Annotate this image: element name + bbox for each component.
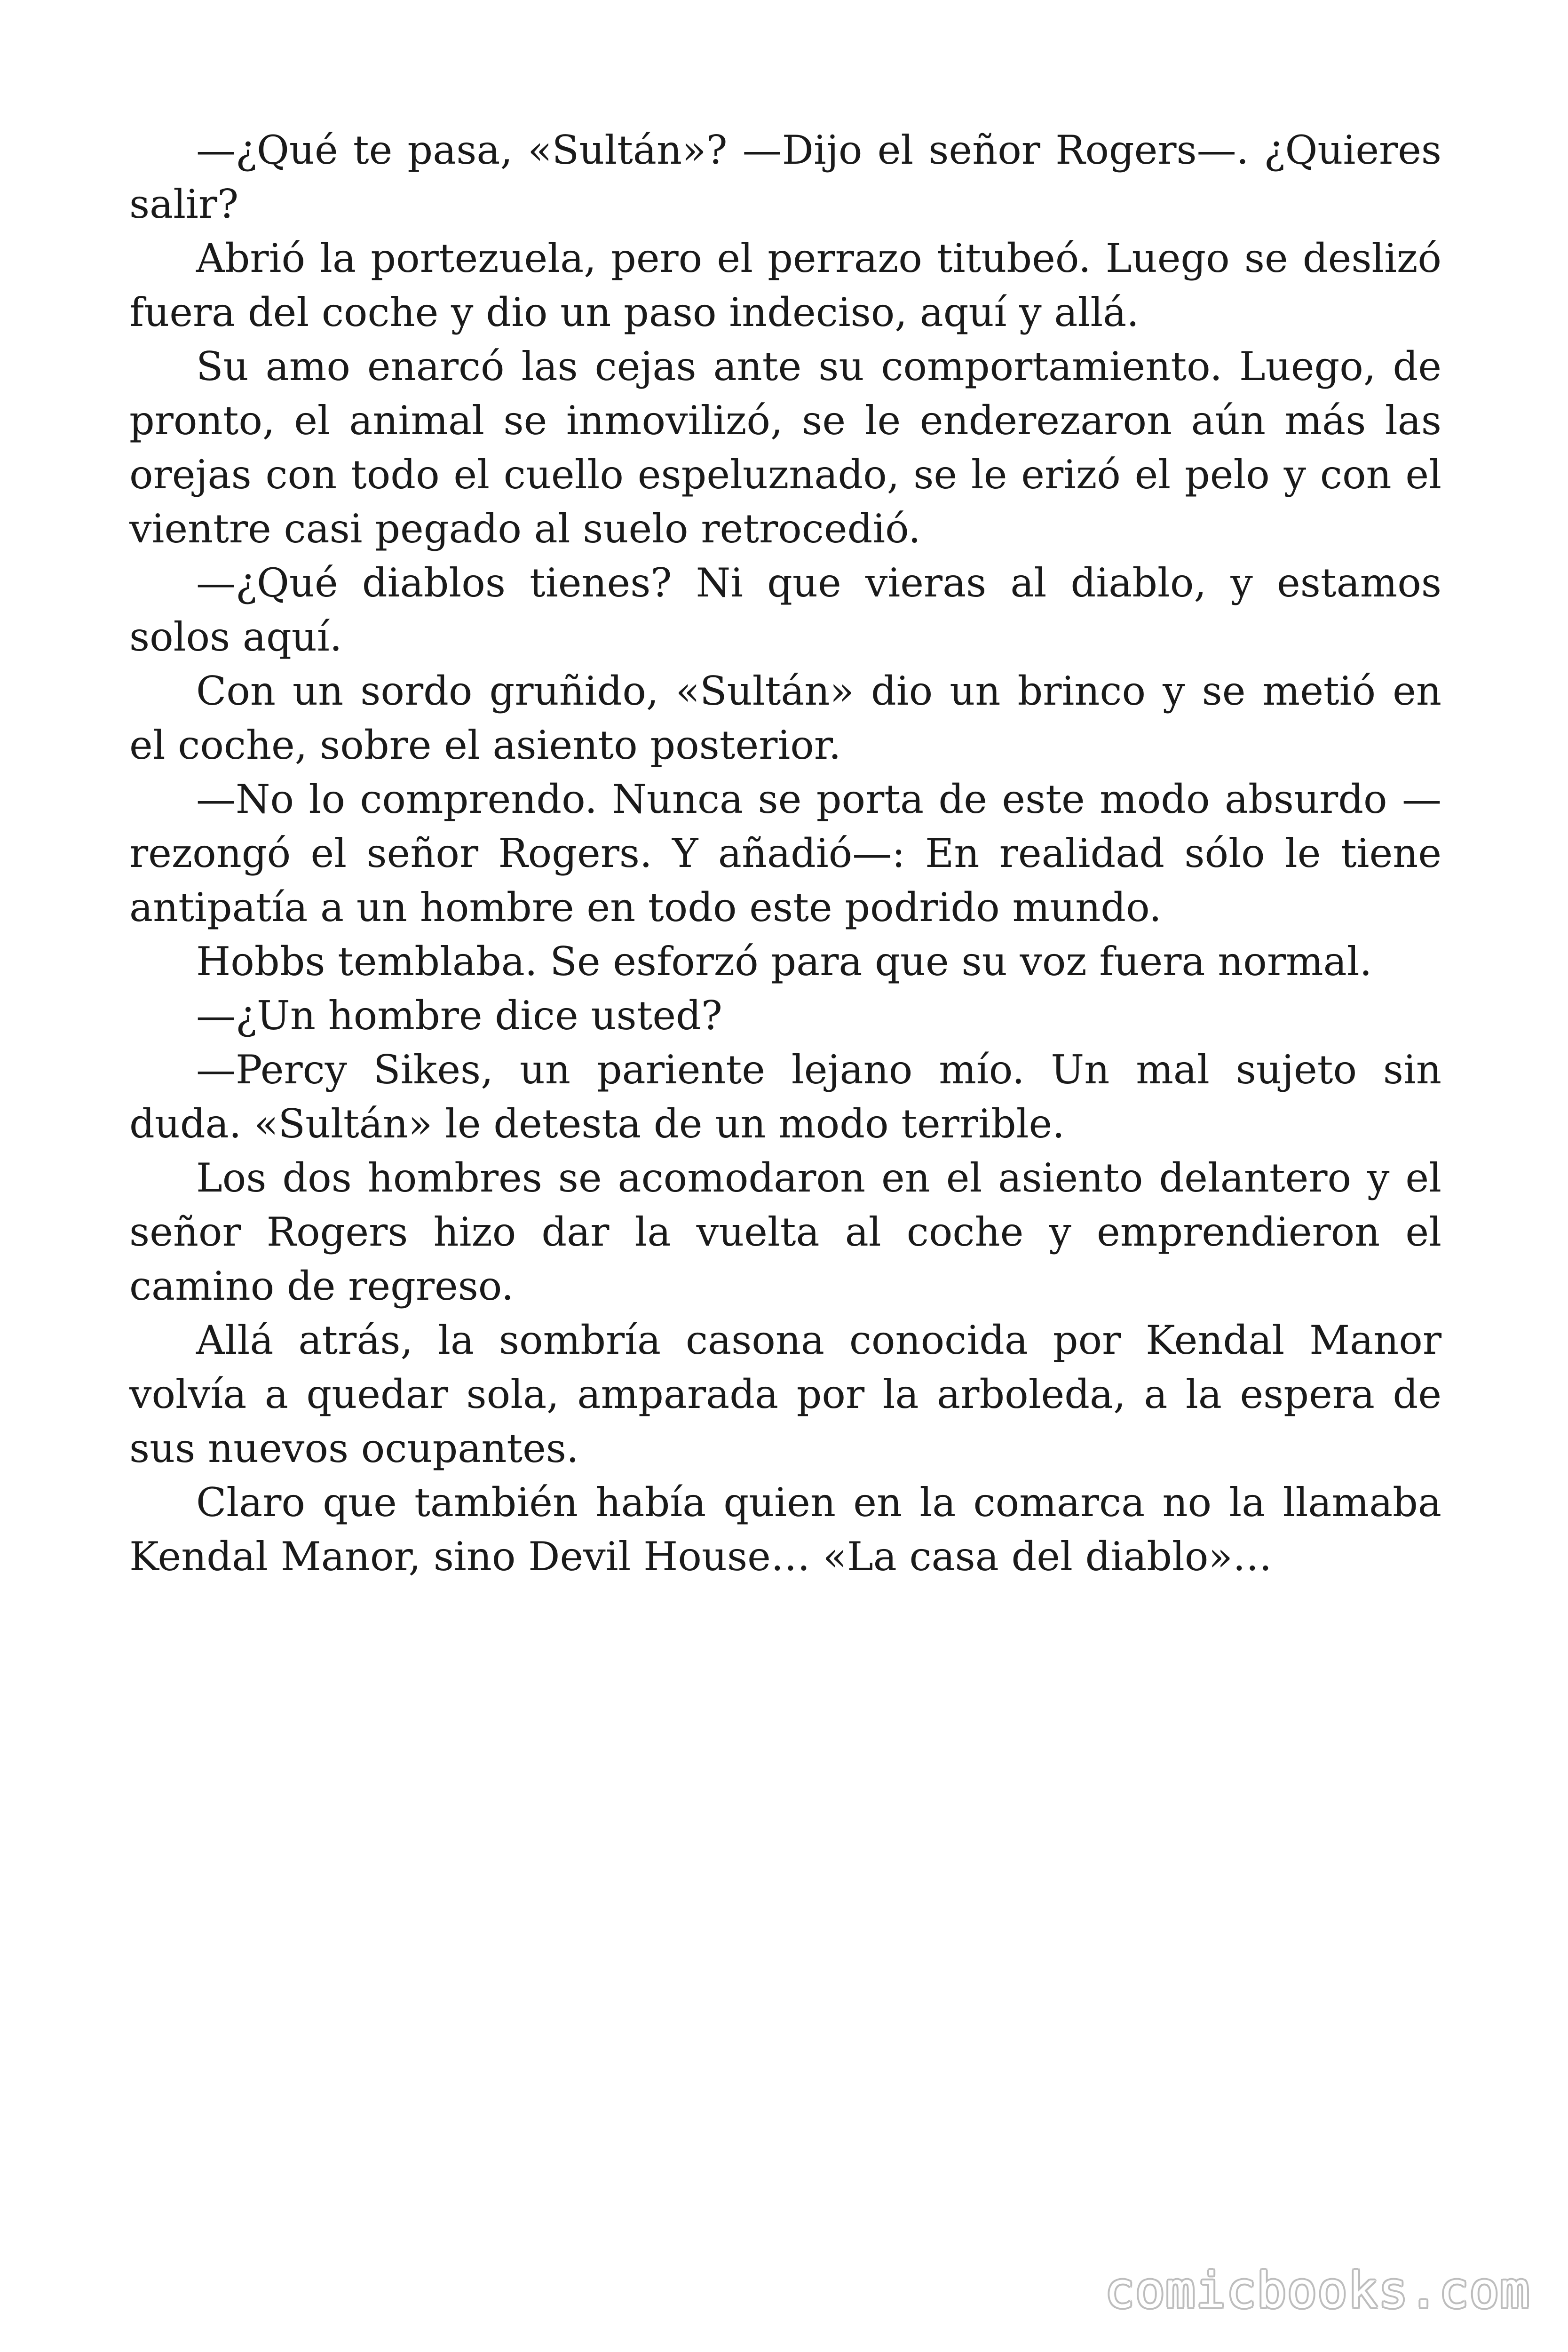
body-text xyxy=(129,123,1441,1584)
watermark-logo: comicbooks.com xyxy=(1105,2262,1530,2319)
paragraph: Su amo enarcó las cejas ante su comportamiento. Luego, de pronto, el animal se inmovilizó, se le enderezaron aún más las orejas con todo el cuello espeluznado, se le erizó el pelo y con el vientre casi pegado al suelo retrocedió. xyxy=(129,343,1441,552)
paragraph: —¿Qué te pasa, «Sultán»? —Dijo el señor Rogers—. ¿Quieres salir? xyxy=(129,127,1441,227)
paragraph: —¿Qué diablos tienes? Ni que vieras al diablo, y estamos solos aquí. xyxy=(129,560,1441,660)
paragraph: —¿Un hombre dice usted? xyxy=(196,993,722,1039)
paragraph: Claro que también había quien en la comarca no la llamaba Kendal Manor, sino Devil House… «La casa del diablo»… xyxy=(129,1479,1441,1580)
paragraph: —No lo comprendo. Nunca se porta de este modo absurdo —rezongó el señor Rogers. Y añadió—: En realidad sólo le tiene antipatía a un hombre en todo este podrido mundo. xyxy=(129,776,1441,930)
paragraph: Allá atrás, la sombría casona conocida por Kendal Manor volvía a quedar sola, amparada por la arboleda, a la espera de sus nuevos ocupantes. xyxy=(129,1317,1441,1471)
paragraph: Abrió la portezuela, pero el perrazo titubeó. Luego se deslizó fuera del coche y dio un paso indeciso, aquí y allá. xyxy=(129,235,1441,335)
paragraph: —Percy Sikes, un pariente lejano mío. Un mal sujeto sin duda. «Sultán» le detesta de un modo terrible. xyxy=(129,1047,1441,1147)
paragraph: Los dos hombres se acomodaron en el asiento delantero y el señor Rogers hizo dar la vuelta al coche y emprendieron el camino de regreso. xyxy=(129,1155,1441,1309)
paragraph: Con un sordo gruñido, «Sultán» dio un brinco y se metió en el coche, sobre el asiento posterior. xyxy=(129,668,1441,768)
paragraph: Hobbs temblaba. Se esforzó para que su voz fuera normal. xyxy=(196,938,1372,985)
